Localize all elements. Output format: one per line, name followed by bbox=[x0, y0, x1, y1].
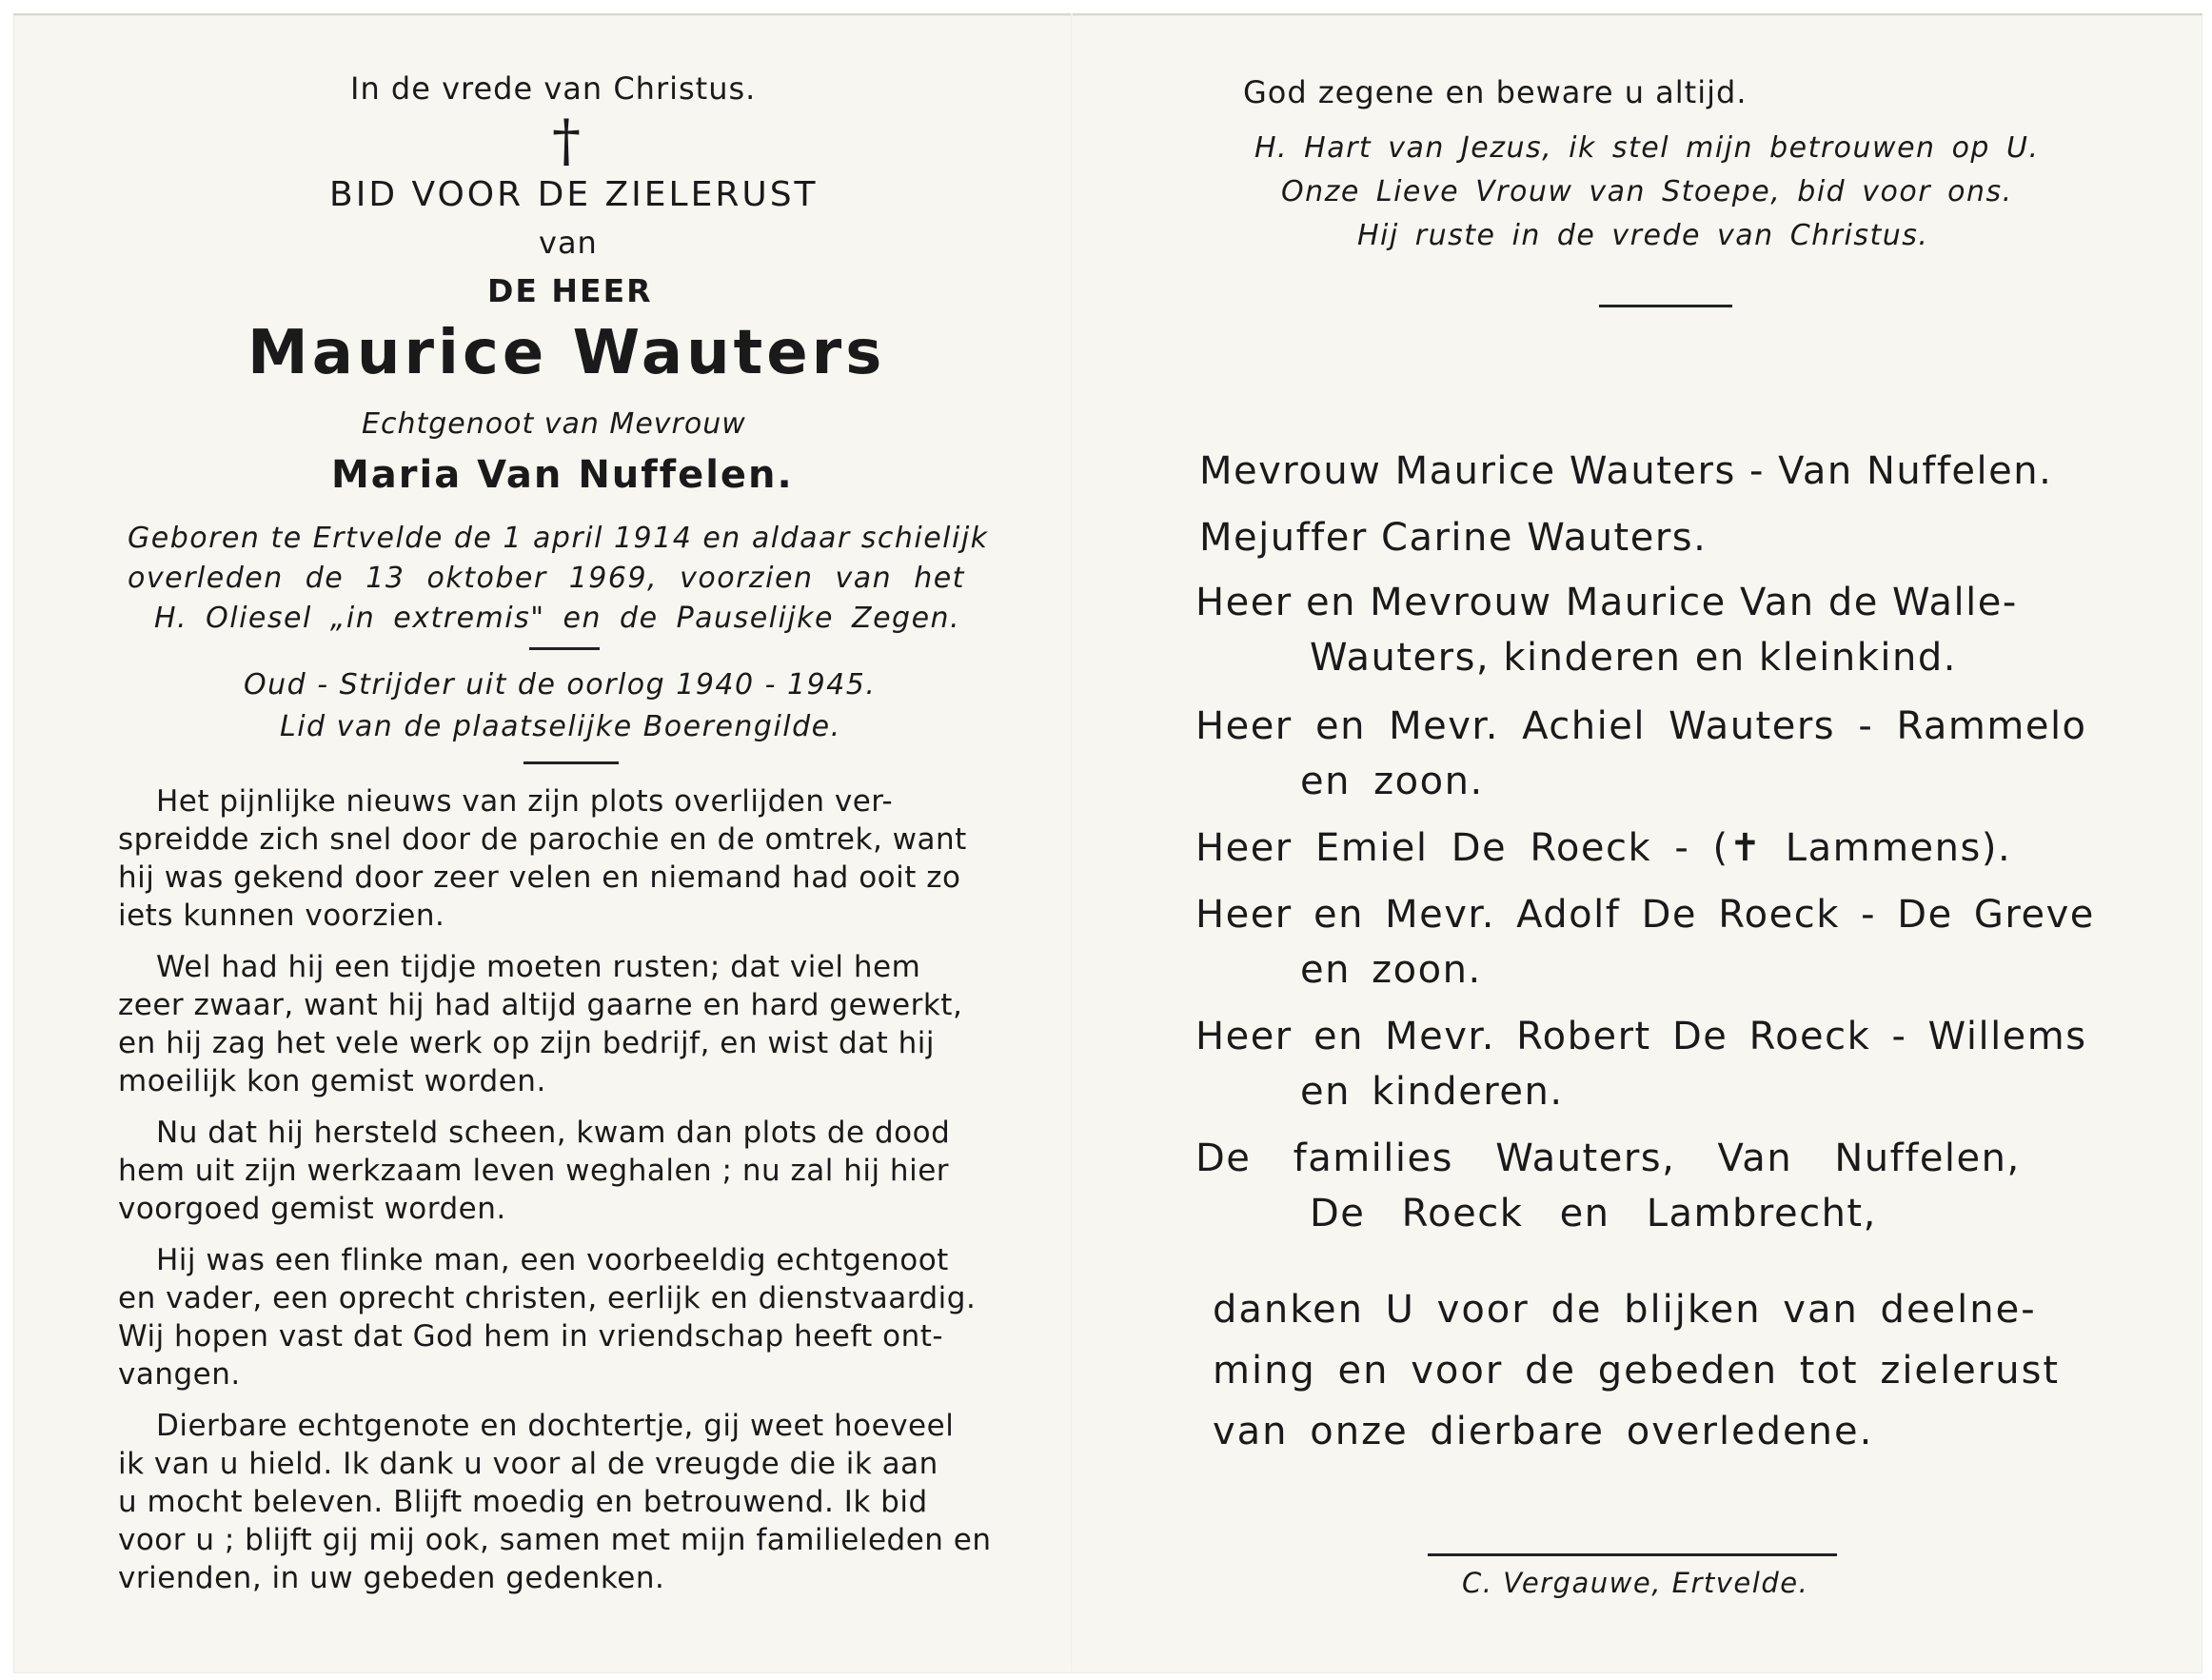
thanks-line: ming en voor de gebeden tot zielerust bbox=[1213, 1349, 2061, 1393]
divider-rule bbox=[523, 761, 619, 764]
family-entry-8 bbox=[1195, 1131, 2021, 1241]
family-line: De families Wauters, Van Nuffelen, bbox=[1195, 1136, 2021, 1180]
family-line: en zoon. bbox=[1300, 760, 1484, 803]
birth-line-2: overleden de 13 oktober 1969, voorzien van het bbox=[128, 562, 965, 595]
text-line: en vader, een oprecht christen, eerlijk en dienstvaardig. bbox=[118, 1281, 977, 1315]
paragraph-1 bbox=[118, 782, 967, 935]
text-line: Nu dat hij hersteld scheen, kwam dan plots de dood bbox=[156, 1116, 951, 1150]
van-line: van bbox=[539, 225, 598, 261]
family-line: De Roeck en Lambrecht, bbox=[1310, 1192, 1877, 1235]
paragraph-4 bbox=[118, 1241, 976, 1393]
text-line: hij was gekend door zeer velen en niemand had ooit zo bbox=[118, 860, 961, 895]
family-entry-6 bbox=[1195, 887, 2095, 998]
thanks-line: danken U voor de blijken van deelne- bbox=[1213, 1288, 2037, 1332]
birth-line-3: H. Oliesel „in extremis" en de Pauselijke Zegen. bbox=[154, 602, 961, 635]
family-entry-1 bbox=[1199, 444, 2052, 499]
text-line: en hij zag het vele werk op zijn bedrijf, en wist dat hij bbox=[118, 1026, 936, 1060]
fold-line bbox=[1071, 13, 1073, 1671]
text-line: iets kunnen voorzien. bbox=[118, 899, 445, 933]
title-de-heer: DE HEER bbox=[487, 272, 653, 309]
family-entry-2 bbox=[1199, 510, 1707, 565]
family-line: Mejuffer Carine Wauters. bbox=[1199, 516, 1708, 560]
paragraph-2 bbox=[118, 948, 962, 1100]
paragraph-3 bbox=[118, 1114, 950, 1228]
family-line: Heer en Mevr. Adolf De Roeck - De Greve bbox=[1195, 893, 2095, 937]
family-line: Heer Emiel De Roeck - (✝ Lammens). bbox=[1195, 826, 2012, 870]
veteran-line: Oud - Strijder uit de oorlog 1940 - 1945. bbox=[244, 668, 877, 702]
thanks-text bbox=[1213, 1279, 2060, 1462]
family-line: en zoon. bbox=[1300, 948, 1482, 992]
family-line: Heer en Mevrouw Maurice Van de Walle- bbox=[1195, 581, 2018, 624]
text-line: moeilijk kon gemist worden. bbox=[118, 1064, 546, 1098]
family-line: Mevrouw Maurice Wauters - Van Nuffelen. bbox=[1199, 449, 2053, 493]
text-line: spreidde zich snel door de parochie en de omtrek, want bbox=[118, 822, 967, 857]
divider-rule bbox=[1428, 1553, 1837, 1556]
family-line: Heer en Mevr. Robert De Roeck - Willems bbox=[1195, 1015, 2087, 1058]
text-line: vrienden, in uw gebeden gedenken. bbox=[118, 1561, 665, 1595]
deceased-name: Maurice Wauters bbox=[247, 318, 886, 388]
member-line: Lid van de plaatselijke Boerengilde. bbox=[280, 710, 841, 743]
family-entry-3 bbox=[1195, 575, 2018, 685]
text-line: voor u ; blijft gij mij ook, samen met mijn familieleden en bbox=[118, 1523, 992, 1557]
family-entry-5 bbox=[1195, 820, 2011, 876]
paragraph-5 bbox=[118, 1407, 992, 1597]
blessing-line: God zegene en beware u altijd. bbox=[1243, 74, 1748, 110]
text-line: zeer zwaar, want hij had altijd gaarne en hard gewerkt, bbox=[118, 988, 963, 1022]
family-line: Wauters, kinderen en kleinkind. bbox=[1310, 636, 1957, 680]
text-line: Wij hopen vast dat God hem in vriendschap heeft ont- bbox=[118, 1319, 944, 1354]
text-line: vangen. bbox=[118, 1357, 241, 1392]
text-line: hem uit zijn werkzaam leven weghalen ; nu zal hij hier bbox=[118, 1154, 950, 1188]
prayer-line-1: H. Hart van Jezus, ik stel mijn betrouwen op U. bbox=[1254, 131, 2040, 165]
printer-credit: C. Vergauwe, Ertvelde. bbox=[1462, 1567, 1809, 1599]
family-entry-7 bbox=[1195, 1009, 2087, 1119]
text-line: u mocht beleven. Blijft moedig en betrouwend. Ik bid bbox=[118, 1485, 928, 1519]
prayer-heading: BID VOOR DE ZIELERUST bbox=[329, 175, 819, 214]
opening-line: In de vrede van Christus. bbox=[350, 70, 757, 107]
family-line: en kinderen. bbox=[1300, 1070, 1564, 1114]
text-line: Wel had hij een tijdje moeten rusten; dat viel hem bbox=[156, 950, 921, 984]
thanks-line: van onze dierbare overledene. bbox=[1213, 1410, 1874, 1453]
divider-rule bbox=[529, 647, 600, 650]
spouse-name: Maria Van Nuffelen. bbox=[331, 453, 794, 497]
family-line: Heer en Mevr. Achiel Wauters - Rammelo bbox=[1195, 704, 2087, 748]
text-line: voorgoed gemist worden. bbox=[118, 1192, 506, 1226]
prayer-line-2: Onze Lieve Vrouw van Stoepe, bid voor ons. bbox=[1281, 175, 2013, 208]
prayer-line-3: Hij ruste in de vrede van Christus. bbox=[1357, 219, 1929, 252]
spouse-label: Echtgenoot van Mevrouw bbox=[362, 407, 746, 441]
text-line: Het pijnlijke nieuws van zijn plots overlijden ver- bbox=[156, 784, 894, 819]
text-line: Dierbare echtgenote en dochtertje, gij weet hoeveel bbox=[156, 1409, 955, 1443]
cross-icon: † bbox=[552, 108, 581, 174]
text-line: ik van u hield. Ik dank u voor al de vreugde die ik aan bbox=[118, 1447, 938, 1481]
text-line: Hij was een flinke man, een voorbeeldig echtgenoot bbox=[156, 1243, 949, 1277]
divider-rule bbox=[1599, 305, 1732, 307]
family-entry-4 bbox=[1195, 699, 2087, 809]
birth-line-1: Geboren te Ertvelde de 1 april 1914 en aldaar schielijk bbox=[128, 522, 989, 555]
